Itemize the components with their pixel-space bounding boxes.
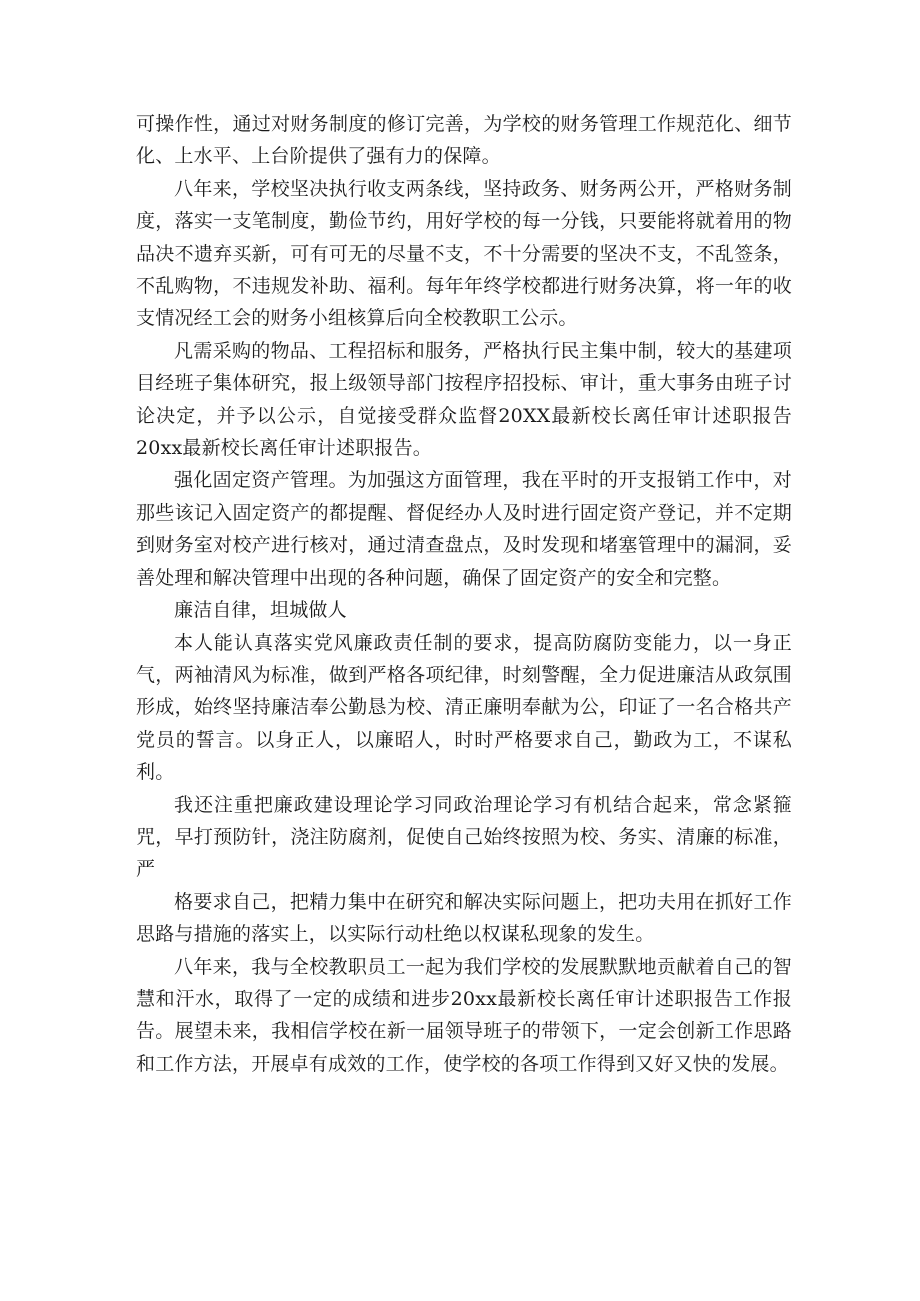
paragraph-theory-study: 我还注重把廉政建设理论学习同政治理论学习有机结合起来，常念紧箍咒，早打预防针，浇注防腐剂，促使自己始终按照为校、务实、清廉的标准，严	[136, 793, 792, 881]
paragraph-fixed-assets: 强化固定资产管理。为加强这方面管理，我在平时的开支报销工作中，对那些该记入固定资产的都提醒、督促经办人及时进行固定资产登记，并不定期到财务室对校产进行核对，通过清查盘点，及时发现和堵塞管理中的漏洞，妥善处理和解决管理中出现的各种问题，确保了固定资产的安全和完整。	[136, 469, 792, 589]
document-body	[136, 108, 792, 1080]
paragraph-integrity-responsibility: 本人能认真落实党风廉政责任制的要求，提高防腐防变能力，以一身正气，两袖清风为标准，做到严格各项纪律，时刻警醒，全力促进廉洁从政氛围形成，始终坚持廉洁奉公勤恳为校、清正廉明奉献为公，印证了一名合格共产党员的誓言。以身正人，以廉昭人，时时严格要求自己，勤政为工，不谋私利。	[136, 631, 792, 784]
paragraph-procurement: 凡需采购的物品、工程招标和服务，严格执行民主集中制，较大的基建项目经班子集体研究，报上级领导部门按程序招投标、审计，重大事务由班子讨论决定，并予以公示，自觉接受群众监督20XX最新校长离任审计述职报告20xx最新校长离任审计述职报告。	[136, 339, 792, 460]
section-heading-integrity: 廉洁自律，坦城做人	[174, 599, 347, 622]
paragraph-practical-action: 格要求自己，把精力集中在研究和解决实际问题上，把功夫用在抓好工作思路与措施的落实上，以实际行动杜绝以权谋私现象的发生。	[136, 890, 792, 946]
paragraph-finance-policy: 八年来，学校坚决执行收支两条线，坚持政务、财务两公开，严格财务制度，落实一支笔制度，勤俭节约，用好学校的每一分钱，只要能将就着用的物品决不遗弃买新，可有可无的尽量不支，不十分需要的坚决不支，不乱签条，不乱购物，不违规发补助、福利。每年年终学校都进行财务决算，将一年的收支情况经工会的财务小组核算后向全校教职工公示。	[136, 177, 792, 330]
paragraph-conclusion: 八年来，我与全校教职员工一起为我们学校的发展默默地贡献着自己的智慧和汗水，取得了一定的成绩和进步20xx最新校长离任审计述职报告工作报告。展望未来，我相信学校在新一届领导班子的带领下，一定会创新工作思路和工作方法，开展卓有成效的工作，使学校的各项工作得到又好又快的发展。	[136, 955, 792, 1075]
paragraph-continuation: 可操作性，通过对财务制度的修订完善，为学校的财务管理工作规范化、细节化、上水平、上台阶提供了强有力的保障。	[136, 113, 792, 168]
